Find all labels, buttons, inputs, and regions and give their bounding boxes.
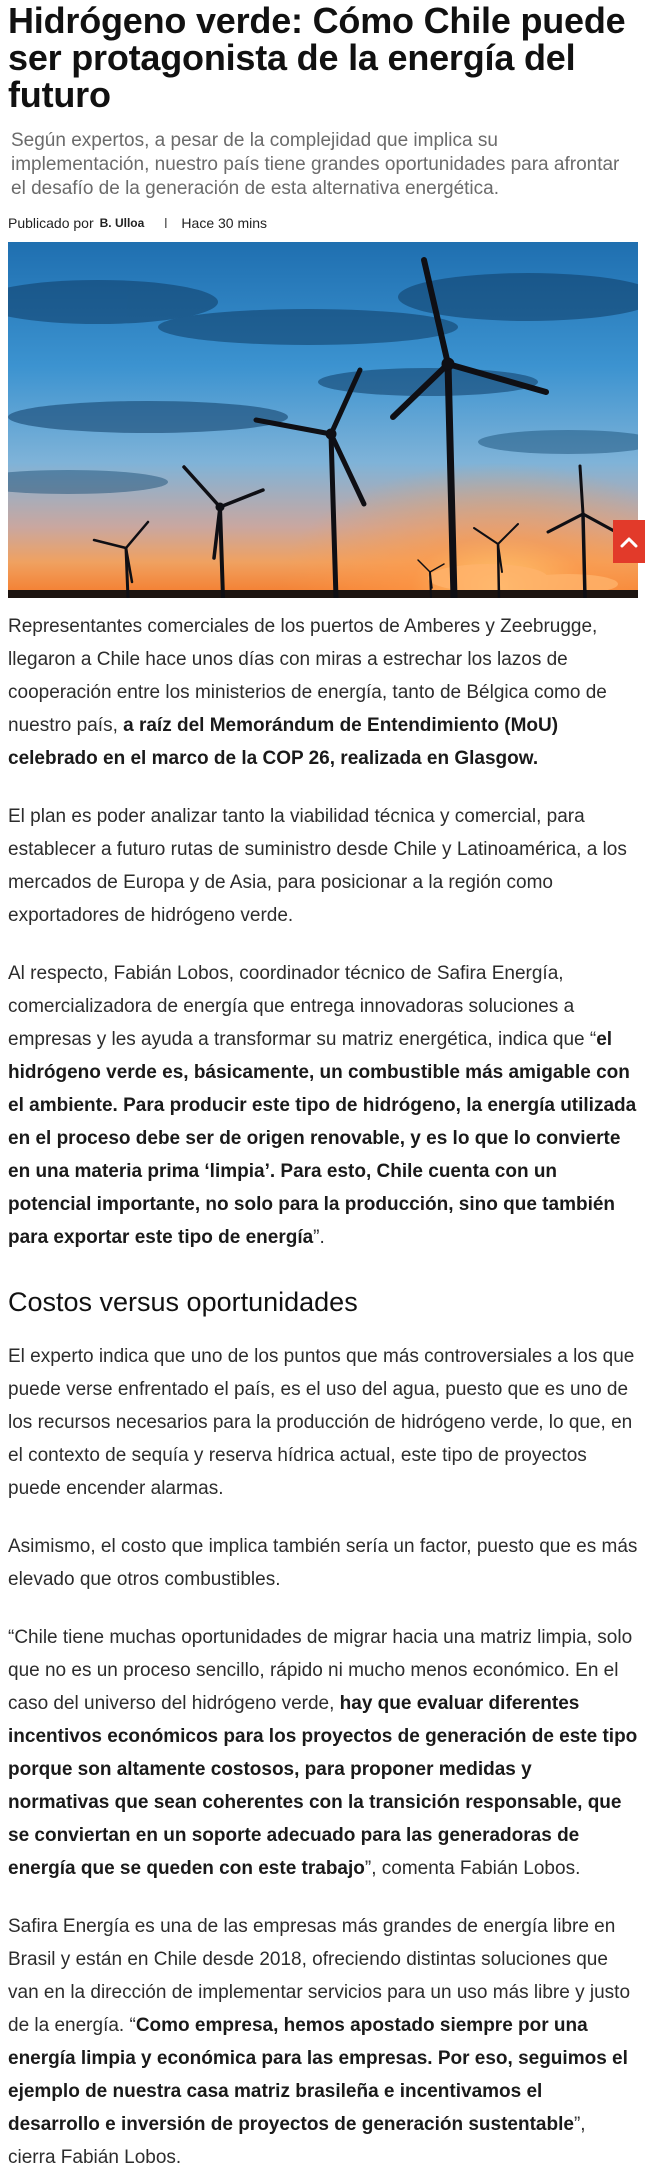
article-title: Hidrógeno verde: Cómo Chile puede ser protagonista de la energía del futuro (8, 0, 626, 115)
paragraph-4: El experto indica que uno de los puntos que más controversiales a los que puede verse enfrentado el país, es el uso del agua, puesto que es uno de los recursos necesarios para la producción de hidrógeno verde, lo que, en el contexto de sequía y reserva hídrica actual, este tipo de proyectos puede encender alarmas. (8, 1346, 635, 1499)
paragraph-6-bold: hay que evaluar diferentes incentivos económicos para los proyectos de generación de este tipo porque son altamente costosos, para proponer medidas y normativas que sean coherentes con la transición responsable, que se conviertan en un soporte adecuado para las generadoras de energía que se queden con este trabajo (8, 1693, 638, 1879)
paragraph-7-text: Safira Energía es una de las empresas más grandes de energía libre en Brasil y están en Chile desde 2018, ofreciendo distintas soluciones que van en la dirección de implementar servicios para un uso más libre y justo de la energía. “ (8, 1916, 631, 2036)
paragraph-2: El plan es poder analizar tanto la viabilidad técnica y comercial, para establecer a futuro rutas de suministro desde Chile y Latinoamérica, a los mercados de Europa y de Asia, para posicionar a la región como exportadores de hidrógeno verde. (8, 806, 627, 926)
paragraph-1-text: Representantes comerciales de los puertos de Amberes y Zeebrugge, llegaron a Chile hace unos días con miras a estrechar los lazos de cooperación entre los ministerios de energía, tanto de Bélgica como de nuestro país, (8, 616, 607, 736)
article-lead: Según expertos, a pesar de la complejidad que implica su implementación, nuestro país tiene grandes oportunidades para afrontar el desafío de la generación de esta alternativa energética. (11, 130, 620, 199)
wind-turbines-illustration (8, 242, 638, 598)
paragraph-6-end: ”, comenta Fabián Lobos. (364, 1858, 581, 1879)
paragraph-6 (8, 1621, 638, 1885)
paragraph-1-bold: a raíz del Memorándum de Entendimiento (MoU) celebrado en el marco de la COP 26, realizada en Glasgow. (8, 715, 559, 769)
paragraph-6-text: “Chile tiene muchas oportunidades de migrar hacia una matriz limpia, solo que no es un proceso sencillo, rápido ni mucho menos económico. En el caso del universo del hidrógeno verde, (8, 1627, 633, 1714)
chevron-up-icon (620, 536, 638, 548)
subheading: Costos versus oportunidades (8, 1287, 358, 1317)
author-link[interactable]: B. Ulloa (99, 216, 145, 230)
paragraph-7 (8, 1910, 638, 2174)
paragraph-3-end: ”. (313, 1227, 325, 1248)
paragraph-7-end: ”, cierra Fabián Lobos. (8, 2114, 586, 2168)
scroll-to-top-button[interactable] (613, 520, 645, 563)
publish-time: Hace 30 mins (181, 215, 268, 231)
hero-image (8, 242, 638, 598)
paragraph-3 (8, 957, 638, 1254)
paragraph-7-quote: Como empresa, hemos apostado siempre por una energía limpia y económica para las empresas. Por eso, seguimos el ejemplo de nuestra casa matriz brasileña e incentivamos el desarrollo e inversión de proyectos de generación sustentable (8, 2015, 628, 2135)
article-body (8, 610, 638, 2174)
byline (8, 214, 638, 232)
paragraph-5: Asimismo, el costo que implica también sería un factor, puesto que es más elevado que otros combustibles. (8, 1536, 638, 1590)
paragraph-3-text: Al respecto, Fabián Lobos, coordinador técnico de Safira Energía, comercializadora de energía que entrega innovadoras soluciones a empresas y les ayuda a transformar su matriz energética, indica que “ (8, 963, 597, 1050)
article (8, 0, 638, 2174)
byline-separator: l (164, 215, 168, 231)
paragraph-3-quote: el hidrógeno verde es, básicamente, un combustible más amigable con el ambiente. Para producir este tipo de hidrógeno, la energía utilizada en el proceso debe ser de origen renovable, y es lo que lo convierte en una materia prima ‘limpia’. Para esto, Chile cuenta con un potencial importante, no solo para la producción, sino que también para exportar este tipo de energía (8, 1029, 637, 1248)
paragraph-1 (8, 610, 638, 775)
byline-prefix: Publicado por (8, 215, 94, 231)
